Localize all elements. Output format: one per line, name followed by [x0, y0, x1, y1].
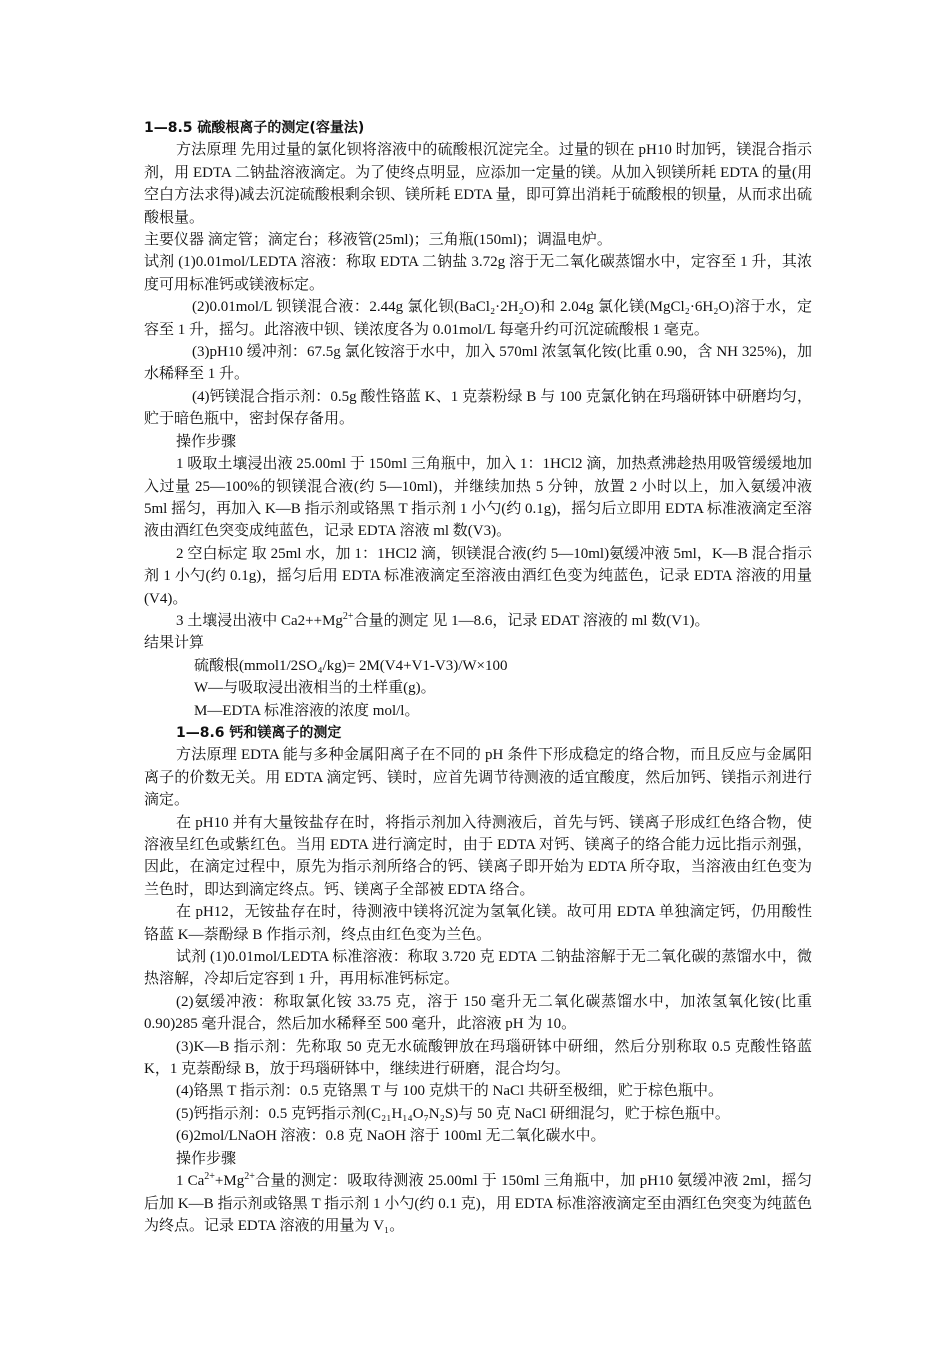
ca-superscript: 2+ [204, 1171, 215, 1183]
step-3-text-b: 合量的测定 见 1—8.6，记录 EDAT 溶液的 ml 数(V1)。 [353, 612, 710, 629]
step-3-text-a: 3 土壤浸出液中 Ca2++Mg [176, 612, 343, 629]
formula-sulfate: 硫酸根(mmol1/2SO₄/kg)= 2M(V4+V1-V3)/W×100 [194, 657, 508, 674]
section-heading-calcium-magnesium: 1—8.6 钙和镁离子的测定 [176, 724, 342, 741]
paragraph-reagent-kb-indicator: (3)K—B 指示剂：先称取 50 克无水硫酸钾放在玛瑙研钵中研细，然后分别称取 0.5 克酸性铬蓝 K，1 克萘酚绿 B，放于玛瑙研钵中，继续进行研磨，混合均匀。 [144, 1038, 812, 1078]
paragraph-reagent-1: 试剂 (1)0.01mol/LEDTA 溶液：称取 EDTA 二钠盐 3.72g 溶于无二氧化碳蒸馏水中，定容至 1 升，其浓度可用标准钙或镁液标定。 [144, 254, 812, 293]
paragraph-reagent-naoh: (6)2mol/LNaOH 溶液：0.8 克 NaOH 溶于 100ml 无二氧化碳水中。 [176, 1128, 606, 1145]
subheading-calculation: 结果计算 [144, 635, 205, 652]
subheading-procedure: 操作步骤 [176, 433, 237, 450]
ca-mg-step-text-a: 1 Ca [176, 1173, 205, 1190]
ca-mg-step-text-c: 合量的测定：吸取待测液 25.00ml 于 150ml 三角瓶中，加 pH10 氨缓冲液 2ml，摇匀后加 K—B 指示剂或铬黑 T 指示剂 1 小勺(约 0.1 克)，用 EDTA 标准溶液滴定至由酒红色突变为纯蓝色为终点。记录 EDTA 溶液的用量为 V₁。 [144, 1173, 812, 1234]
paragraph-reagent-4: (4)钙镁混合指示剂：0.5g 酸性铬蓝 K、1 克萘粉绿 B 与 100 克氯化钠在玛瑙研钵中研磨均匀，贮于暗色瓶中，密封保存备用。 [144, 388, 812, 428]
paragraph-step-2: 2 空白标定 取 25ml 水，加 1：1HCl2 滴，钡镁混合液(约 5—10ml)氨缓冲液 5ml，K—B 混合指示剂 1 小勺(约 0.1g)，摇匀后用 EDTA 标准液滴定至溶液由酒红色变为纯蓝色，记录 EDTA 溶液的用量(V4)。 [144, 545, 812, 607]
paragraph-ph10: 在 pH10 并有大量铵盐存在时，将指示剂加入待测液后，首先与钙、镁离子形成红色络合物，使溶液呈红色或紫红色。当用 EDTA 进行滴定时，由于 EDTA 对钙、镁离子的络合能力远比指示剂强，因此，在滴定过程中，原先为指示剂所络合的钙、镁离子即开始为 EDTA 所夺取，当溶液由红色变为兰色时，即达到滴定终点。钙、镁离子全部被 EDTA 络合。 [144, 814, 812, 898]
subheading-procedure-2: 操作步骤 [176, 1150, 237, 1167]
step-3-superscript: 2+ [342, 610, 354, 622]
formula-legend-m: M—EDTA 标准溶液的浓度 mol/l。 [194, 702, 420, 719]
section-heading-sulfate: 1—8.5 硫酸根离子的测定(容量法) [144, 120, 365, 136]
paragraph-reagent-ammonia-buffer: (2)氨缓冲液：称取氯化铵 33.75 克，溶于 150 毫升无二氧化碳蒸馏水中，加浓氢氧化铵(比重 0.90)285 毫升混合，然后加水稀释至 500 毫升，此溶液 pH 为 10。 [144, 993, 812, 1033]
ca-mg-step-text-b: +Mg [214, 1173, 245, 1190]
formula-legend-w: W—与吸取浸出液相当的土样重(g)。 [194, 680, 436, 697]
paragraph-reagent-2: (2)0.01mol/L 钡镁混合液：2.44g 氯化钡(BaCl₂·2H₂O)和 2.04g 氯化镁(MgCl₂·6H₂O)溶于水，定容至 1 升，摇匀。此溶液中钡、镁浓度各为 0.01mol/L 每毫升约可沉淀硫酸根 1 毫克。 [144, 299, 812, 338]
mg-superscript: 2+ [244, 1171, 255, 1183]
paragraph-instruments: 主要仪器 滴定管；滴定台；移液管(25ml)；三角瓶(150ml)；调温电炉。 [144, 232, 612, 249]
paragraph-reagent-edta: 试剂 (1)0.01mol/LEDTA 标准溶液：称取 3.720 克 EDTA 二钠盐溶解于无二氧化碳的蒸馏水中，微热溶解，冷却后定容到 1 升，再用标准钙标定。 [144, 949, 812, 988]
paragraph-reagent-3 [144, 341, 812, 386]
paragraph-ph12: 在 pH12，无铵盐存在时，待测液中镁将沉淀为氢氧化镁。故可用 EDTA 单独滴定钙，仍用酸性铬蓝 K—萘酚绿 B 作指示剂，终点由红色变为兰色。 [144, 904, 812, 943]
paragraph-principle-sulfate: 方法原理 先用过量的氯化钡将溶液中的硫酸根沉淀完全。过量的钡在 pH10 时加钙，镁混合指示剂，用 EDTA 二钠盐溶液滴定。为了使终点明显，应添加一定量的镁。从加入钡镁所耗 EDTA 的量(用空白方法求得)减去沉淀硫酸根剩余钡、镁所耗 EDTA 量，即可算出消耗于硫酸根的钡量，从而求出硫酸根量。 [144, 142, 812, 226]
paragraph-reagent-eriochrome: (4)铬黑 T 指示剂：0.5 克铬黑 T 与 100 克烘干的 NaCl 共研至极细，贮于棕色瓶中。 [176, 1083, 723, 1100]
document-page [144, 117, 812, 1237]
paragraph-step-1: 1 吸取土壤浸出液 25.00ml 于 150ml 三角瓶中，加入 1：1HCl2 滴，加热煮沸趁热用吸管缓缓地加入过量 25—100%的钡镁混合液(约 5—10ml)，并继续加热 5 分钟，放置 2 小时以上，加入氨缓冲液 5ml 摇匀，再加入 K—B 指示剂或铬黑 T 指示剂 1 小勺(约 0.1g)，摇匀后立即用 EDTA 标准液滴定至溶液由酒红色突变成纯蓝色，记录 EDTA 溶液 ml 数(V3)。 [144, 456, 812, 540]
paragraph-step-3 [144, 610, 812, 632]
reagent-3-text: (3)pH10 缓冲剂：67.5g 氯化铵溶于水中，加入 570ml 浓氢氧化铵(比重 0.90，含 NH 325%)，加水稀释至 1 升。 [144, 344, 812, 383]
paragraph-reagent-calcium-indicator: (5)钙指示剂：0.5 克钙指示剂(C₂₁H₁₄O₇N₂S)与 50 克 NaCl 研细混匀，贮于棕色瓶中。 [176, 1105, 730, 1122]
paragraph-ca-mg-step-1 [144, 1170, 812, 1237]
paragraph-principle-ca-mg: 方法原理 EDTA 能与多种金属阳离子在不同的 pH 条件下形成稳定的络合物，而且反应与金属阳离子的价数无关。用 EDTA 滴定钙、镁时，应首先调节待测液的适宜酸度，然后加钙、镁指示剂进行滴定。 [144, 747, 812, 809]
